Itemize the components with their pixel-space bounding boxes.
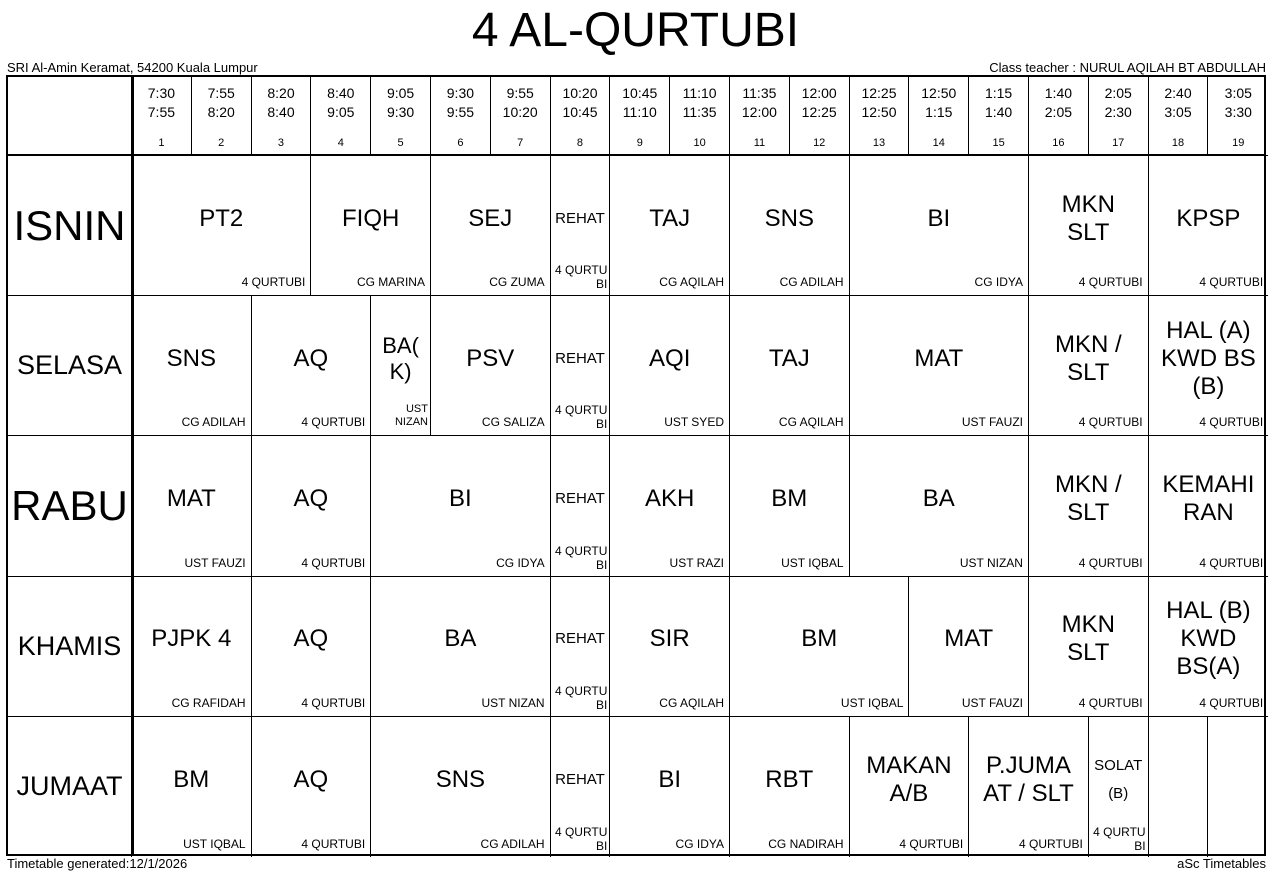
lesson-teacher: UST NIZAN bbox=[481, 695, 545, 710]
lesson-subject: BI bbox=[658, 765, 682, 793]
lesson-cell bbox=[1029, 436, 1149, 576]
period-header bbox=[371, 77, 431, 156]
lesson-teacher: 4 QURTU BI bbox=[554, 824, 608, 853]
period-header bbox=[850, 77, 910, 156]
lesson-subject: BM bbox=[173, 765, 210, 793]
lesson-teacher: 4 QURTUBI bbox=[1078, 275, 1143, 290]
lesson-cell bbox=[730, 717, 850, 857]
lesson-teacher: 4 QURTU BI bbox=[554, 263, 608, 292]
period-time: 8:40 9:05 bbox=[327, 85, 355, 120]
lesson-subject: PT2 bbox=[199, 204, 244, 232]
lesson-subject: AQ bbox=[293, 484, 329, 512]
lesson-teacher: 4 QURTUBI bbox=[1199, 555, 1264, 570]
generator-credit: aSc Timetables bbox=[1177, 856, 1266, 871]
lesson-cell bbox=[1029, 296, 1149, 436]
period-number: 8 bbox=[576, 137, 584, 149]
lesson-subject: TAJ bbox=[768, 344, 810, 372]
lesson-teacher: CG MARINA bbox=[356, 275, 425, 290]
period-header bbox=[1089, 77, 1149, 156]
period-header bbox=[790, 77, 850, 156]
period-time: 11:35 12:00 bbox=[741, 85, 777, 120]
period-header bbox=[431, 77, 491, 156]
lesson-teacher: CG ADILAH bbox=[480, 836, 545, 851]
lesson-cell bbox=[610, 577, 730, 717]
lesson-subject: MAKAN A/B bbox=[866, 751, 952, 807]
lesson-subject: REHAT bbox=[555, 349, 605, 367]
lesson-cell bbox=[132, 577, 252, 717]
lesson-subject: REHAT bbox=[555, 630, 605, 648]
period-time: 10:45 11:10 bbox=[622, 85, 658, 120]
period-time: 1:15 1:40 bbox=[984, 85, 1013, 120]
period-header bbox=[909, 77, 969, 156]
lesson-subject: SNS bbox=[764, 204, 814, 232]
lesson-teacher: 4 QURTUBI bbox=[899, 836, 964, 851]
lesson-subject: AQ bbox=[293, 344, 329, 372]
lesson-cell bbox=[1089, 717, 1149, 857]
period-time: 9:30 9:55 bbox=[446, 85, 475, 120]
lesson-teacher: CG AQILAH bbox=[659, 695, 724, 710]
lesson-cell bbox=[1149, 436, 1269, 576]
period-number: 16 bbox=[1052, 137, 1065, 149]
lesson-teacher: UST IQBAL bbox=[183, 836, 246, 851]
lesson-cell bbox=[1149, 296, 1269, 436]
lesson-subject: REHAT bbox=[555, 770, 605, 788]
lesson-teacher: CG ZUMA bbox=[489, 275, 545, 290]
lesson-teacher: UST FAUZI bbox=[961, 695, 1023, 710]
lesson-cell bbox=[1149, 717, 1209, 857]
lesson-subject: BA bbox=[444, 625, 477, 653]
lesson-subject: MAT bbox=[914, 344, 964, 372]
lesson-cell bbox=[730, 577, 909, 717]
lesson-subject: P.JUMA AT / SLT bbox=[983, 751, 1074, 807]
lesson-cell bbox=[1149, 156, 1269, 296]
lesson-subject: HAL (A) KWD BS (B) bbox=[1161, 316, 1256, 400]
lesson-teacher: CG IDYA bbox=[974, 275, 1023, 290]
lesson-subject: MKN SLT bbox=[1061, 611, 1115, 667]
lesson-subject: AQ bbox=[293, 625, 329, 653]
lesson-subject: MKN SLT bbox=[1061, 190, 1115, 246]
period-number: 5 bbox=[397, 137, 404, 149]
corner-cell bbox=[8, 77, 132, 156]
period-number: 3 bbox=[277, 137, 285, 149]
period-number: 18 bbox=[1171, 137, 1185, 149]
lesson-teacher: 4 QURTUBI bbox=[1199, 415, 1264, 430]
lesson-teacher: CG AQILAH bbox=[778, 415, 844, 430]
lesson-cell bbox=[1149, 577, 1269, 717]
lesson-subject: BI bbox=[927, 204, 951, 232]
lesson-cell bbox=[610, 717, 730, 857]
lesson-subject: BA( K) bbox=[382, 332, 419, 384]
lesson-teacher: CG AQILAH bbox=[659, 275, 724, 290]
lesson-teacher: 4 QURTUBI bbox=[1078, 415, 1143, 430]
period-time: 3:05 3:30 bbox=[1224, 85, 1252, 120]
lesson-cell bbox=[730, 436, 850, 576]
lesson-cell bbox=[730, 156, 850, 296]
lesson-subject: HAL (B) KWD BS(A) bbox=[1166, 597, 1251, 681]
period-time: 12:50 1:15 bbox=[921, 85, 957, 120]
lesson-teacher: 4 QURTUBI bbox=[1078, 555, 1143, 570]
period-number: 6 bbox=[457, 137, 464, 149]
lesson-teacher: CG ADILAH bbox=[779, 275, 844, 290]
lesson-teacher: 4 QURTUBI bbox=[301, 836, 366, 851]
lesson-teacher: 4 QURTUBI bbox=[301, 695, 366, 710]
lesson-teacher: 4 QURTU BI bbox=[554, 403, 608, 432]
lesson-teacher: UST FAUZI bbox=[184, 555, 246, 570]
lesson-cell bbox=[132, 296, 252, 436]
lesson-teacher: UST IQBAL bbox=[840, 695, 904, 710]
lesson-cell bbox=[1029, 577, 1149, 717]
lesson-subject: BM bbox=[771, 484, 808, 512]
class-teacher: Class teacher : NURUL AQILAH BT ABDULLAH bbox=[989, 60, 1266, 75]
lesson-teacher: 4 QURTUBI bbox=[1199, 275, 1264, 290]
lesson-subject: MKN / SLT bbox=[1054, 470, 1122, 526]
lesson-subject: MAT bbox=[944, 625, 994, 653]
lesson-subject: SEJ bbox=[468, 204, 513, 232]
day-label: JUMAAT bbox=[8, 717, 132, 857]
page-title: 4 AL-QURTUBI bbox=[471, 4, 800, 57]
lesson-subject: MAT bbox=[166, 484, 216, 512]
lesson-cell bbox=[551, 577, 611, 717]
lesson-cell bbox=[850, 156, 1029, 296]
period-number: 13 bbox=[872, 137, 886, 149]
lesson-teacher: CG SALIZA bbox=[481, 415, 545, 430]
lesson-subject: BM bbox=[801, 625, 838, 653]
lesson-teacher: 4 QURTU BI bbox=[554, 543, 608, 572]
lesson-cell bbox=[371, 296, 431, 436]
day-label: KHAMIS bbox=[8, 577, 132, 717]
lesson-teacher: UST NIZAN bbox=[959, 555, 1023, 570]
period-number: 14 bbox=[932, 137, 945, 149]
lesson-subject: FIQH bbox=[342, 204, 400, 232]
period-header bbox=[730, 77, 790, 156]
period-header bbox=[311, 77, 371, 156]
lesson-cell bbox=[730, 296, 850, 436]
lesson-teacher: UST SYED bbox=[664, 415, 724, 430]
lesson-cell bbox=[610, 296, 730, 436]
lesson-subject bbox=[1149, 717, 1208, 843]
lesson-teacher: 4 QURTUBI bbox=[1018, 836, 1083, 851]
lesson-teacher: 4 QURTUBI bbox=[301, 415, 366, 430]
lesson-cell bbox=[850, 296, 1029, 436]
lesson-cell bbox=[371, 436, 550, 576]
lesson-subject: REHAT bbox=[555, 209, 605, 227]
lesson-teacher: UST IQBAL bbox=[781, 555, 844, 570]
period-header bbox=[1149, 77, 1209, 156]
period-time: 12:25 12:50 bbox=[861, 85, 897, 120]
lesson-subject bbox=[1208, 717, 1268, 843]
header-row-divider bbox=[8, 154, 1264, 156]
lesson-subject: SOLAT (B) bbox=[1094, 756, 1143, 802]
period-number: 9 bbox=[636, 137, 643, 149]
lesson-cell bbox=[551, 717, 611, 857]
period-time: 7:55 8:20 bbox=[207, 85, 235, 120]
lesson-teacher: UST RAZI bbox=[669, 555, 724, 570]
period-header bbox=[670, 77, 730, 156]
period-header bbox=[610, 77, 670, 156]
period-time: 2:40 3:05 bbox=[1164, 85, 1192, 120]
lesson-subject: SNS bbox=[166, 344, 216, 372]
lesson-subject: AQ bbox=[293, 765, 329, 793]
lesson-subject: AKH bbox=[645, 484, 695, 512]
period-header bbox=[192, 77, 252, 156]
period-time: 8:20 8:40 bbox=[267, 85, 295, 120]
lesson-cell bbox=[551, 156, 611, 296]
lesson-teacher: 4 QURTUBI bbox=[301, 555, 366, 570]
lesson-teacher: 4 QURTU BI bbox=[554, 683, 608, 712]
lesson-cell bbox=[371, 717, 550, 857]
period-number: 11 bbox=[753, 137, 766, 149]
timetable-grid bbox=[6, 75, 1266, 856]
period-time: 11:10 11:35 bbox=[682, 85, 717, 120]
lesson-teacher: 4 QURTUBI bbox=[1199, 695, 1264, 710]
period-header bbox=[491, 77, 551, 156]
period-header bbox=[1029, 77, 1089, 156]
generated-date: Timetable generated:12/1/2026 bbox=[7, 856, 188, 871]
lesson-cell bbox=[132, 717, 252, 857]
period-time: 12:00 12:25 bbox=[801, 85, 837, 120]
lesson-cell bbox=[252, 296, 372, 436]
period-header bbox=[551, 77, 611, 156]
lesson-cell bbox=[969, 717, 1089, 857]
lesson-subject: SNS bbox=[435, 765, 486, 793]
lesson-teacher: CG RAFIDAH bbox=[171, 695, 246, 710]
lesson-cell bbox=[252, 717, 372, 857]
lesson-cell bbox=[909, 577, 1029, 717]
lesson-subject: REHAT bbox=[555, 489, 605, 507]
lesson-cell bbox=[132, 156, 311, 296]
day-label: RABU bbox=[8, 436, 132, 576]
lesson-cell bbox=[610, 156, 730, 296]
lesson-cell bbox=[1208, 717, 1268, 857]
period-header bbox=[132, 77, 192, 156]
lesson-subject: PJPK 4 bbox=[151, 625, 232, 653]
lesson-subject: BI bbox=[449, 484, 472, 512]
period-number: 7 bbox=[517, 137, 524, 149]
lesson-cell bbox=[311, 156, 431, 296]
period-number: 10 bbox=[693, 137, 706, 149]
day-label: ISNIN bbox=[8, 156, 132, 296]
lesson-subject: AQI bbox=[649, 344, 691, 372]
period-number: 19 bbox=[1232, 137, 1245, 149]
lesson-teacher: 4 QURTU BI bbox=[1093, 824, 1146, 853]
period-number: 17 bbox=[1112, 137, 1125, 149]
lesson-cell bbox=[850, 436, 1029, 576]
lesson-cell bbox=[431, 156, 551, 296]
lesson-cell bbox=[850, 717, 970, 857]
period-number: 2 bbox=[218, 137, 225, 149]
period-time: 10:20 10:45 bbox=[562, 85, 598, 120]
period-number: 1 bbox=[158, 137, 165, 149]
lesson-cell bbox=[252, 436, 372, 576]
lesson-subject: KEMAHI RAN bbox=[1162, 470, 1255, 526]
day-label: SELASA bbox=[8, 296, 132, 436]
lesson-teacher: UST NIZAN bbox=[394, 403, 428, 429]
period-number: 15 bbox=[992, 137, 1005, 149]
lesson-cell bbox=[551, 296, 611, 436]
lesson-cell bbox=[1029, 156, 1149, 296]
lesson-subject: KPSP bbox=[1176, 204, 1241, 232]
lesson-cell bbox=[551, 436, 611, 576]
period-time: 9:05 9:30 bbox=[386, 85, 415, 120]
period-header bbox=[252, 77, 312, 156]
lesson-teacher: CG IDYA bbox=[675, 836, 724, 851]
lesson-teacher: UST FAUZI bbox=[961, 415, 1023, 430]
period-number: 12 bbox=[813, 137, 826, 149]
lesson-cell bbox=[610, 436, 730, 576]
period-time: 2:05 2:30 bbox=[1104, 85, 1132, 120]
lesson-teacher: 4 QURTUBI bbox=[241, 275, 306, 290]
lesson-subject: BA bbox=[922, 484, 955, 512]
period-time: 9:55 10:20 bbox=[502, 85, 538, 120]
period-number: 4 bbox=[337, 137, 344, 149]
lesson-subject: RBT bbox=[765, 765, 814, 793]
period-header bbox=[969, 77, 1029, 156]
lesson-cell bbox=[252, 577, 372, 717]
lesson-subject: SIR bbox=[649, 625, 690, 653]
lesson-subject: PSV bbox=[466, 344, 515, 372]
day-column-divider bbox=[132, 77, 134, 854]
period-time: 1:40 2:05 bbox=[1044, 85, 1073, 120]
lesson-cell bbox=[431, 296, 551, 436]
lesson-subject: TAJ bbox=[649, 204, 691, 232]
lesson-teacher: 4 QURTUBI bbox=[1078, 695, 1143, 710]
lesson-teacher: CG ADILAH bbox=[181, 415, 246, 430]
school-address: SRI Al-Amin Keramat, 54200 Kuala Lumpur bbox=[7, 60, 258, 75]
lesson-cell bbox=[132, 436, 252, 576]
lesson-cell bbox=[371, 577, 550, 717]
lesson-subject: MKN / SLT bbox=[1054, 330, 1122, 386]
period-time: 7:30 7:55 bbox=[147, 85, 176, 120]
lesson-teacher: CG NADIRAH bbox=[768, 836, 844, 851]
period-header bbox=[1208, 77, 1268, 156]
lesson-teacher: CG IDYA bbox=[496, 555, 545, 570]
